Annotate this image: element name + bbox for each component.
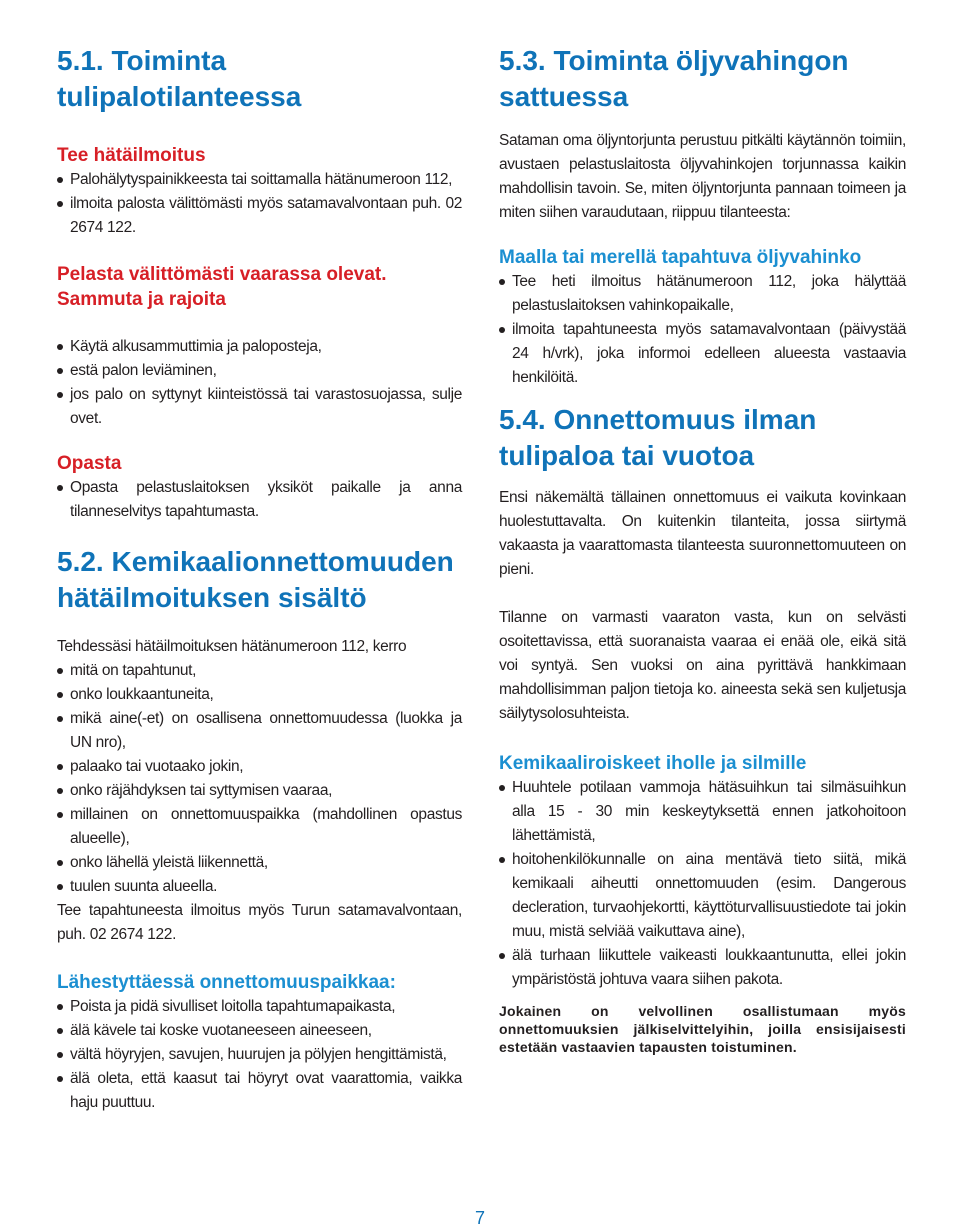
list-item: hoitohenkilökunnalle on aina mentävä tieto siitä, mikä kemikaali aiheutti onnettomuuden (esim. Dangerous decleration, turvaohjekortti, käyttöturvallisuustiedote tai jokin muu, mistä selviää vaikuttava aine),: [499, 848, 906, 944]
list-item: onko lähellä yleistä liikennettä,: [57, 851, 462, 875]
list-item: älä turhaan liikuttele vaikeasti loukkaantunutta, ellei jokin ympäristöstä johtuva vaara siihen pakota.: [499, 944, 906, 992]
kemikaaliroiskeet-heading: Kemikaaliroiskeet iholle ja silmille: [499, 753, 807, 774]
list-item: vältä höyryjen, savujen, huurujen ja pölyjen hengittämistä,: [57, 1043, 462, 1067]
lahestyttaessa-list: [57, 995, 462, 1115]
section-5-3-title: [499, 43, 906, 115]
section-5-2-title: [57, 544, 462, 616]
section-5-4-paragraph-1: Ensi näkemältä tällainen onnettomuus ei vaikuta kovinkaan huolestuttavalta. On kuitenkin tilanteita, jossa siirtymä vakaasta ja vaarattomasta tilanteesta suuronnettomuuteen on pieni.: [499, 489, 906, 578]
sammuta-heading: Sammuta ja rajoita: [57, 289, 226, 310]
list-item: älä oleta, että kaasut tai höyryt ovat vaarattomia, vaikka haju puuttuu.: [57, 1067, 462, 1115]
maalla-heading: Maalla tai merellä tapahtuva öljyvahinko: [499, 247, 862, 268]
list-item: onko loukkaantuneita,: [57, 683, 462, 707]
title-line: hätäilmoituksen sisältö: [57, 582, 367, 613]
list-item: mitä on tapahtunut,: [57, 659, 462, 683]
list-item: Tee heti ilmoitus hätänumeroon 112, joka hälyttää pelastuslaitoksen vahinkopaikalle,: [499, 270, 906, 318]
list-item: ilmoita tapahtuneesta myös satamavalvontaan (päivystää 24 h/vrk), joka informoi edelleen alueesta vastaavia henkilöitä.: [499, 318, 906, 390]
list-item: jos palo on syttynyt kiinteistössä tai varastosuojassa, sulje ovet.: [57, 383, 462, 431]
list-item: mikä aine(-et) on osallisena onnettomuudessa (luokka ja UN nro),: [57, 707, 462, 755]
lahestyttaessa-heading: Lähestyttäessä onnettomuuspaikkaa:: [57, 972, 396, 993]
list-item: ilmoita palosta välittömästi myös satamavalvontaan puh. 02 2674 122.: [57, 192, 462, 240]
list-item: Käytä alkusammuttimia ja paloposteja,: [57, 335, 462, 359]
title-line: sattuessa: [499, 81, 629, 112]
opasta-list: [57, 476, 462, 524]
list-item: Huuhtele potilaan vammoja hätäsuihkun tai silmäsuihkun alla 15 - 30 min keskeytyksettä ennen jatkohoitoon lähettämistä,: [499, 776, 906, 848]
tee-hatailmoitus-list: [57, 168, 462, 240]
section-5-2-list: [57, 659, 462, 899]
section-5-1-title: [57, 43, 462, 115]
list-item: älä kävele tai koske vuotaneeseen aineeseen,: [57, 1019, 462, 1043]
title-line: 5.4. Onnettomuus ilman: [499, 404, 817, 435]
list-item: palaako tai vuotaako jokin,: [57, 755, 462, 779]
tee-hatailmoitus-heading: Tee hätäilmoitus: [57, 145, 206, 166]
list-item: estä palon leviäminen,: [57, 359, 462, 383]
title-line: 5.2. Kemikaalionnettomuuden: [57, 546, 454, 577]
section-5-4-title: [499, 402, 906, 474]
kemikaaliroiskeet-list: [499, 776, 906, 992]
closing-statement: Jokainen on velvollinen osallistumaan myös onnettomuuksien jälkiselvittelyihin, joilla ensisijaisesti estetään vastaavien tapausten toistuminen.: [499, 1003, 906, 1055]
list-item: Palohälytyspainikkeesta tai soittamalla hätänumeroon 112,: [57, 168, 462, 192]
title-line: 5.3. Toiminta öljyvahingon: [499, 45, 849, 76]
section-5-3-intro: Sataman oma öljyntorjunta perustuu pitkälti käytännön toimiin, avustaen pelastuslaitosta öljyvahinkojen torjunnassa kaikin mahdollisin tavoin. Se, miten öljyntorjunta pannaan toimeen ja miten siihen varaudutaan, riippuu tilanteesta:: [499, 132, 906, 221]
right-column: [499, 40, 906, 1056]
list-item: Opasta pelastuslaitoksen yksiköt paikalle ja anna tilanneselvitys tapahtumasta.: [57, 476, 462, 524]
list-item: millainen on onnettomuuspaikka (mahdollinen opastus alueelle),: [57, 803, 462, 851]
title-line: tulipalotilanteessa: [57, 81, 302, 112]
pelasta-heading: Pelasta välittömästi vaarassa olevat.: [57, 264, 387, 285]
left-column: [57, 40, 462, 1115]
section-5-2-intro: Tehdessäsi hätäilmoituksen hätänumeroon 112, kerro: [57, 638, 407, 655]
section-5-4-paragraph-2: Tilanne on varmasti vaaraton vasta, kun on selvästi osoitettavissa, että suoranaista vaaraa ei enää ole, eikä sitä voi syntyä. Sen vuoksi on aina pyrittävä hankkimaan mahdollisimman paljon tietoja ko. aineesta sekä sen kuljetusja säilytysolosuhteista.: [499, 609, 906, 722]
sammuta-list: [57, 335, 462, 431]
list-item: onko räjähdyksen tai syttymisen vaaraa,: [57, 779, 462, 803]
title-line: tulipaloa tai vuotoa: [499, 440, 755, 471]
opasta-heading: Opasta: [57, 453, 122, 474]
maalla-list: [499, 270, 906, 390]
list-item: tuulen suunta alueella.: [57, 875, 462, 899]
list-item: Poista ja pidä sivulliset loitolla tapahtumapaikasta,: [57, 995, 462, 1019]
section-5-2-outro: Tee tapahtuneesta ilmoitus myös Turun satamavalvontaan, puh. 02 2674 122.: [57, 902, 462, 943]
title-line: 5.1. Toiminta: [57, 45, 227, 76]
page-number: 7: [474, 1208, 485, 1228]
